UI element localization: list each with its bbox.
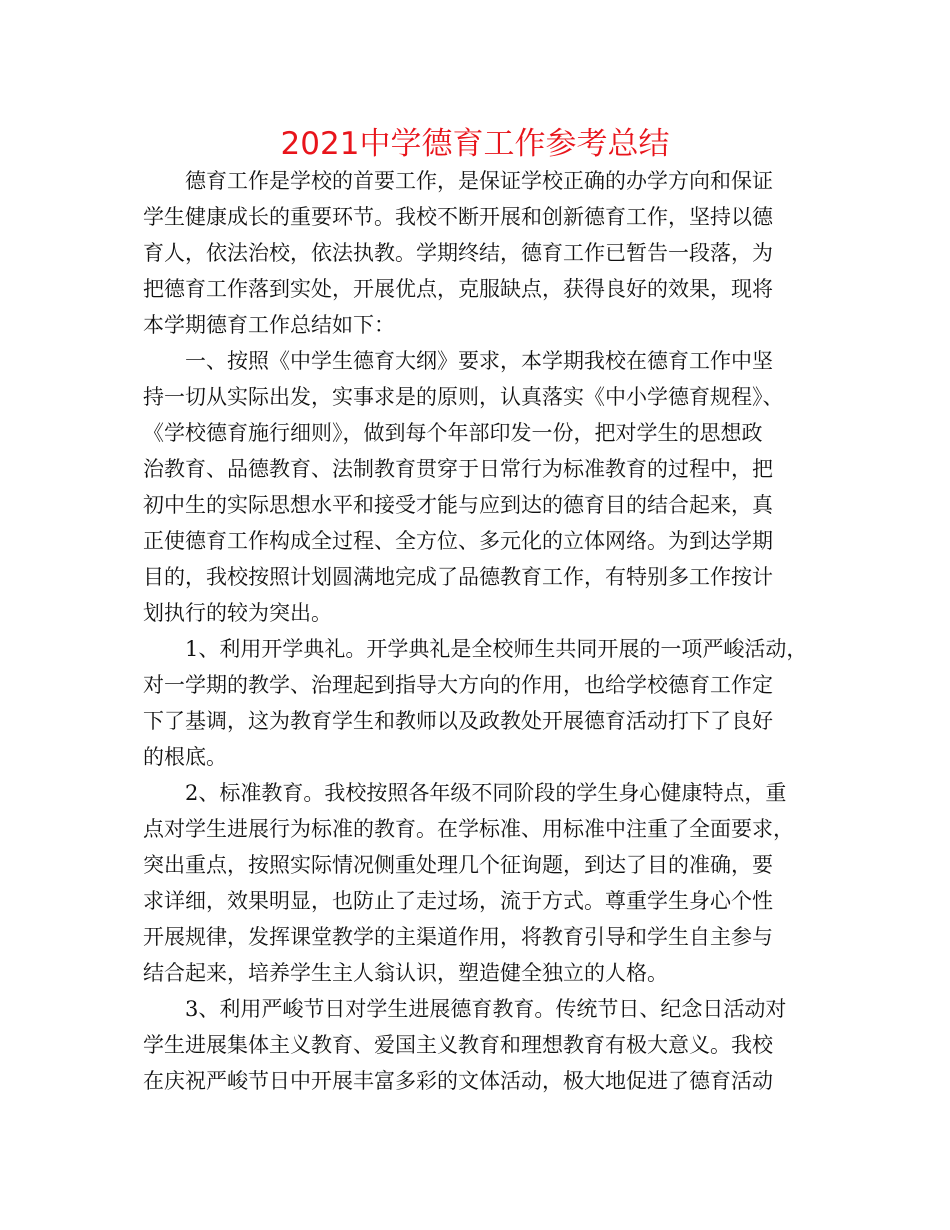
- paragraph-item-2: [143, 775, 815, 991]
- text-line: 目的，我校按照计划圆满地完成了品德教育工作，有特别多工作按计: [143, 565, 773, 589]
- paragraph-item-3: [143, 991, 815, 1099]
- paragraph-item-1: [143, 631, 815, 775]
- text-line: 2、标准教育。我校按照各年级不同阶段的学生身心健康特点，重: [185, 781, 787, 805]
- text-line: 结合起来，培养学生主人翁认识，塑造健全独立的人格。: [143, 961, 668, 985]
- document-body: [143, 163, 815, 1099]
- text-line: 在庆祝严峻节日中开展丰富多彩的文体活动，极大地促进了德育活动: [143, 1069, 773, 1093]
- text-line: 的根底。: [143, 745, 227, 769]
- text-line: 德育工作是学校的首要工作，是保证学校正确的办学方向和保证: [185, 169, 773, 193]
- text-line: 正使德育工作构成全过程、全方位、多元化的立体网络。为到达学期: [143, 529, 773, 553]
- text-line: 学生进展集体主义教育、爱国主义教育和理想教育有极大意义。我校: [143, 1033, 773, 1057]
- document-title: 2021中学德育工作参考总结: [280, 126, 670, 162]
- paragraph-section-one: [143, 343, 815, 631]
- text-line: 突出重点，按照实际情况侧重处理几个征询题，到达了目的准确，要: [143, 853, 773, 877]
- text-line: 治教育、品德教育、法制教育贯穿于日常行为标准教育的过程中，把: [143, 457, 773, 481]
- text-line: 点对学生进展行为标准的教育。在学标准、用标准中注重了全面要求，: [143, 817, 794, 841]
- paragraph-intro: [143, 163, 815, 343]
- text-line: 开展规律，发挥课堂教学的主渠道作用，将教育引导和学生自主参与: [143, 925, 773, 949]
- text-line: 一、按照《中学生德育大纲》要求，本学期我校在德育工作中坚: [185, 349, 773, 373]
- text-line: 初中生的实际思想水平和接受才能与应到达的德育目的结合起来，真: [143, 493, 773, 517]
- text-line: 把德育工作落到实处，开展优点，克服缺点，获得良好的效果，现将: [143, 277, 773, 301]
- text-line: 对一学期的教学、治理起到指导大方向的作用，也给学校德育工作定: [143, 673, 773, 697]
- text-line: 3、利用严峻节日对学生进展德育教育。传统节日、纪念日活动对: [185, 997, 787, 1021]
- text-line: 1、利用开学典礼。开学典礼是全校师生共同开展的一项严峻活动，: [185, 637, 808, 661]
- text-line: 下了基调，这为教育学生和教师以及政教处开展德育活动打下了良好: [143, 709, 773, 733]
- text-line: 育人，依法治校，依法执教。学期终结，德育工作已暂告一段落，为: [143, 241, 773, 265]
- text-line: 划执行的较为突出。: [143, 601, 332, 625]
- text-line: 求详细，效果明显，也防止了走过场，流于方式。尊重学生身心个性: [143, 889, 773, 913]
- text-line: 《学校德育施行细则》，做到每个年部印发一份，把对学生的思想政: [143, 421, 763, 445]
- text-line: 持一切从实际出发，实事求是的原则，认真落实《中小学德育规程》、: [143, 385, 784, 409]
- text-line: 学生健康成长的重要环节。我校不断开展和创新德育工作，坚持以德: [143, 205, 773, 229]
- text-line: 本学期德育工作总结如下：: [143, 313, 395, 337]
